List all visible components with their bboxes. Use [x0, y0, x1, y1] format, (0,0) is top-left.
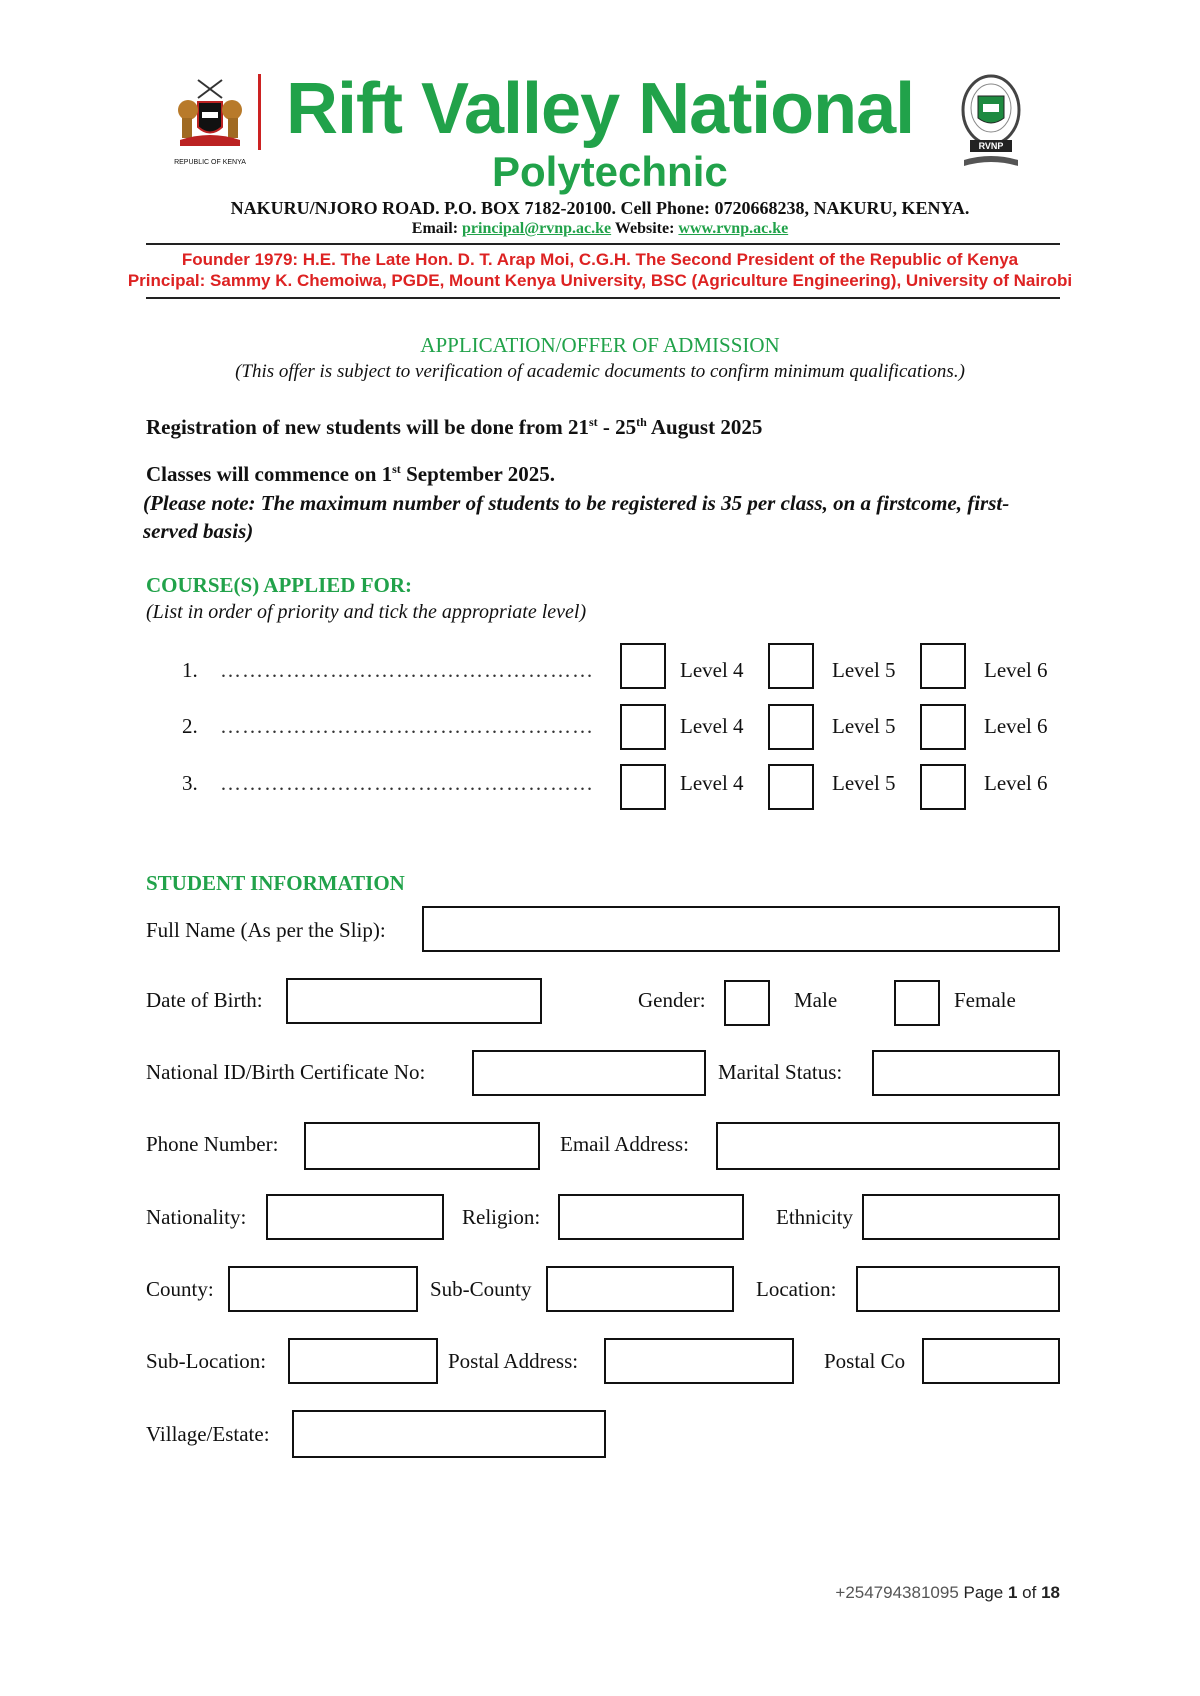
header-rule-bottom — [146, 297, 1060, 299]
address-line: NAKURU/NJORO ROAD. P.O. BOX 7182-20100. Cell Phone: 0720668238, NAKURU, KENYA. — [230, 198, 970, 218]
founder-line: Founder 1979: H.E. The Late Hon. D. T. Arap Moi, C.G.H. The Second President of the Republic of Kenya — [181, 250, 1019, 269]
gender-label: Gender: — [638, 988, 706, 1012]
nationality-field[interactable] — [266, 1194, 444, 1240]
postal-address-field[interactable] — [604, 1338, 794, 1384]
header-divider — [258, 74, 261, 150]
principal-line: Principal: Sammy K. Chemoiwa, PGDE, Mount Kenya University, BSC (Agriculture Engineering), University of Nairobi — [127, 271, 1073, 290]
footer-page-number: 1 — [1007, 1583, 1018, 1602]
level-5-label: Level 5 — [832, 714, 896, 738]
student-info-heading: STUDENT INFORMATION — [146, 871, 405, 895]
website-link[interactable]: www.rvnp.ac.ke — [678, 220, 789, 237]
religion-label: Religion: — [462, 1205, 541, 1229]
female-checkbox[interactable] — [894, 980, 940, 1026]
courses-instruction: (List in order of priority and tick the appropriate level) — [146, 601, 587, 623]
courses-heading: COURSE(S) APPLIED FOR: — [146, 573, 413, 597]
course-row-blank[interactable]: …………………………………………… — [220, 714, 594, 738]
email-field[interactable] — [716, 1122, 1060, 1170]
email-link[interactable]: principal@rvnp.ac.ke — [462, 220, 612, 237]
marital-status-field[interactable] — [872, 1050, 1060, 1096]
full-name-label: Full Name (As per the Slip): — [146, 918, 386, 942]
classes-commence — [146, 462, 555, 487]
level-6-label: Level 6 — [984, 714, 1048, 738]
level-4-label: Level 4 — [680, 658, 744, 682]
ethnicity-field[interactable] — [862, 1194, 1060, 1240]
level-4-label: Level 4 — [680, 771, 744, 795]
county-label: County: — [146, 1277, 214, 1301]
classes-text-start: Classes will commence on 1 — [146, 462, 393, 486]
level-4-checkbox[interactable] — [620, 704, 666, 750]
website-label: Website: — [614, 220, 675, 237]
institution-subtitle: Polytechnic — [492, 148, 728, 195]
postal-code-label: Postal Co — [824, 1349, 906, 1373]
course-row-blank[interactable]: …………………………………………… — [220, 658, 594, 682]
footer-phone: +254794381095 — [835, 1583, 959, 1602]
postal-address-label: Postal Address: — [448, 1349, 579, 1373]
registration-text-start: Registration of new students will be done from 21 — [146, 415, 589, 439]
village-field[interactable] — [292, 1410, 606, 1458]
level-6-label: Level 6 — [984, 771, 1048, 795]
classes-sup-st: st — [392, 462, 401, 476]
subcounty-field[interactable] — [546, 1266, 734, 1312]
registration-sup-st: st — [588, 415, 598, 429]
level-5-label: Level 5 — [832, 771, 896, 795]
registration-text-mid: - 25 — [597, 415, 637, 439]
coat-of-arms-icon — [168, 72, 252, 152]
sublocation-label: Sub-Location: — [146, 1349, 267, 1373]
national-id-label: National ID/Birth Certificate No: — [146, 1060, 426, 1084]
male-label: Male — [794, 988, 838, 1012]
level-5-label: Level 5 — [832, 658, 896, 682]
sublocation-field[interactable] — [288, 1338, 438, 1384]
religion-field[interactable] — [558, 1194, 744, 1240]
footer-page-word: Page — [963, 1583, 1004, 1602]
verification-note: (This offer is subject to verification of academic documents to confirm minimum qualifications.) — [235, 361, 965, 382]
level-5-checkbox[interactable] — [768, 764, 814, 810]
male-checkbox[interactable] — [724, 980, 770, 1026]
postal-code-field[interactable] — [922, 1338, 1060, 1384]
level-6-checkbox[interactable] — [920, 764, 966, 810]
level-6-checkbox[interactable] — [920, 704, 966, 750]
course-row-number: 2. — [182, 714, 198, 738]
level-5-checkbox[interactable] — [768, 643, 814, 689]
location-label: Location: — [756, 1277, 837, 1301]
county-field[interactable] — [228, 1266, 418, 1312]
institution-seal — [958, 68, 1024, 172]
level-6-checkbox[interactable] — [920, 643, 966, 689]
coat-of-arms-caption: REPUBLIC OF KENYA — [174, 159, 246, 166]
coat-of-arms-logo — [168, 72, 252, 164]
institution-title: Rift Valley National — [286, 69, 915, 149]
nationality-label: Nationality: — [146, 1205, 247, 1229]
course-row-number: 1. — [182, 658, 198, 682]
page-footer — [835, 1583, 1060, 1603]
level-4-label: Level 4 — [680, 714, 744, 738]
seal-icon — [958, 68, 1024, 172]
course-row-number: 3. — [182, 771, 198, 795]
footer-total-pages: 18 — [1041, 1583, 1060, 1602]
max-students-note: (Please note: The maximum number of students to be registered is 35 per class, on a firstcome, first-served basis) — [143, 491, 1010, 543]
subcounty-label: Sub-County — [430, 1277, 532, 1301]
phone-field[interactable] — [304, 1122, 540, 1170]
level-4-checkbox[interactable] — [620, 764, 666, 810]
email-label: Email: — [411, 220, 459, 237]
dob-label: Date of Birth: — [146, 988, 263, 1012]
female-label: Female — [954, 988, 1016, 1012]
course-row-blank[interactable]: …………………………………………… — [220, 771, 594, 795]
classes-text-end: September 2025. — [400, 462, 555, 486]
level-6-label: Level 6 — [984, 658, 1048, 682]
marital-status-label: Marital Status: — [718, 1060, 843, 1084]
registration-sup-th: th — [636, 415, 647, 429]
header-rule-top — [146, 243, 1060, 245]
level-5-checkbox[interactable] — [768, 704, 814, 750]
registration-dates — [146, 415, 762, 440]
footer-of-word: of — [1022, 1583, 1037, 1602]
dob-field[interactable] — [286, 978, 542, 1024]
email-label: Email Address: — [560, 1132, 689, 1156]
full-name-field[interactable] — [422, 906, 1060, 952]
level-4-checkbox[interactable] — [620, 643, 666, 689]
contact-line — [0, 220, 1200, 238]
location-field[interactable] — [856, 1266, 1060, 1312]
registration-text-end: August 2025 — [646, 415, 763, 439]
ethnicity-label: Ethnicity — [776, 1205, 853, 1229]
village-label: Village/Estate: — [146, 1422, 270, 1446]
phone-label: Phone Number: — [146, 1132, 279, 1156]
seal-text: RVNP — [978, 141, 1004, 151]
national-id-field[interactable] — [472, 1050, 706, 1096]
application-heading: APPLICATION/OFFER OF ADMISSION — [420, 333, 780, 357]
